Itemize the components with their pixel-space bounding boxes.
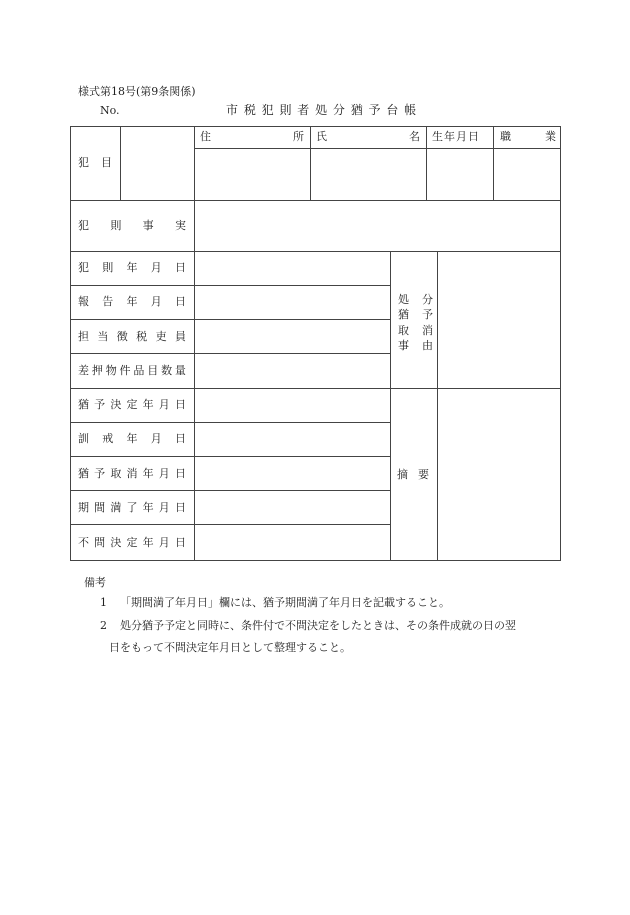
top-row-label-char: 吏 [155,329,167,343]
bottom-row-label-char: 日 [175,432,186,446]
bottom-row-label-char: 猶 [78,398,89,411]
bottom-row-label-char: 年 [142,466,154,480]
bottom-row-label-char: 年 [142,535,154,549]
remarks-label [397,469,429,481]
bottom-row-label-char: 月 [158,535,170,549]
note-1-text: 「期間満了年月日」欄には、猶予期間満了年月日を記載すること。 [120,596,450,609]
bottom-row-label-char: 定 [126,535,138,549]
top-row-label-char: 当 [97,329,109,343]
bottom-row-label-char: 年 [142,501,154,515]
bottom-row-label-char: 満 [110,501,122,515]
top-row-label-char: 量 [174,363,186,377]
ledger-title: 市 税 犯 則 者 処 分 猶 予 台 帳 [226,103,418,117]
side-right-char: 分 [422,293,433,306]
top-row-label-char: 告 [102,295,114,309]
bottom-row-label-char: 期 [78,501,89,515]
bottom-row-label-char: 取 [110,466,122,480]
bottom-row-label-char: 日 [174,535,186,549]
side-right-char: 由 [422,338,433,352]
bottom-row-label-char: 定 [126,398,138,411]
top-row-label-char: 年 [126,261,138,274]
top-row-label-char: 月 [150,295,162,309]
bottom-row-label-char: 了 [126,501,138,515]
remarks-label-char: 摘 [397,468,408,481]
top-row-label-char: 日 [175,295,186,309]
bottom-row-label-char: 月 [158,466,170,480]
top-row-label-char: 差 [78,363,89,377]
top-row-label-char: 年 [126,295,138,309]
facts-label-char: 実 [174,219,186,232]
bottom-row-label [78,399,186,411]
remarks-label-char: 要 [418,468,429,481]
top-row-label-char: 品 [133,363,145,377]
top-row-label-char: 目 [147,363,159,377]
side-block-top-left [398,294,409,352]
facts-label [78,220,186,232]
bottom-row-label-char: 日 [174,398,186,411]
bottom-row-label-char: 月 [158,501,170,515]
bottom-row-label-char: 訓 [78,432,89,446]
side-right-char: 消 [422,323,433,337]
bottom-row-label-char: 年 [142,398,154,411]
bottom-row-label-char: 決 [110,398,122,411]
note-2-text: 処分猶予予定と同時に、条件付で不問決定をしたときは、その条件成就の日の翌 [120,619,516,632]
top-row-label [78,331,186,343]
top-row-label-char: 税 [136,329,148,343]
bottom-row-label-char: 日 [174,466,186,480]
top-row-label-char: 報 [78,295,89,309]
top-row-label-char: 数 [161,363,173,377]
top-row-label-char: 員 [174,329,186,343]
bottom-row-label-char: 戒 [102,432,114,446]
top-row-label-char: 担 [78,329,89,343]
bottom-row-label-char: 予 [94,466,106,480]
side-right-char: 予 [422,308,433,322]
offender-label-char: 犯 [78,156,89,169]
top-row-label-char: 犯 [78,261,89,274]
bottom-row-label-char: 猶 [78,466,89,480]
top-row-label-char: 件 [119,363,131,377]
bottom-row-label-char: 消 [126,466,138,480]
side-left-char: 事 [398,338,409,352]
offender-label-char: 目 [101,156,112,169]
top-row-label-char: 押 [91,363,103,377]
bottom-row-label-char: 月 [158,398,170,411]
bottom-row-label [78,502,186,514]
top-row-label [78,262,186,274]
bottom-row-label [78,433,186,445]
bottom-row-label-char: 月 [150,432,162,446]
bottom-row-label-char: 日 [174,501,186,515]
no-label: No. [100,104,120,117]
top-row-label-char: 則 [102,261,114,274]
top-row-label [78,296,186,308]
form-number: 様式第18号(第9条関係) [78,85,196,98]
facts-label-char: 則 [110,219,122,232]
notes-heading: 備考 [84,576,106,589]
bottom-row-label-char: 問 [94,535,106,549]
bottom-row-label [78,537,186,549]
offender-label [78,157,112,169]
side-left-char: 処 [398,293,409,306]
top-row-label-char: 月 [150,261,162,274]
top-row-label-char: 日 [175,261,186,274]
bottom-row-label-char: 予 [94,398,106,411]
side-left-char: 猶 [398,308,409,322]
note-2-number: 2 [100,619,107,632]
top-row-label [78,365,186,377]
facts-label-char: 事 [142,219,154,232]
note-2-continuation: 日をもって不問決定年月日として整理すること。 [109,641,351,654]
top-row-label-char: 物 [105,363,117,377]
top-row-label-char: 徴 [116,329,128,343]
bottom-row-label-char: 間 [94,501,106,515]
side-left-char: 取 [398,323,409,337]
col-birth-header: 生年月日 [432,130,480,143]
side-block-top-right [422,294,433,352]
bottom-row-label-char: 不 [78,535,89,549]
facts-label-char: 犯 [78,219,89,232]
bottom-row-label-char: 年 [126,432,138,446]
bottom-row-label-char: 決 [110,535,122,549]
bottom-row-label [78,468,186,480]
note-1-number: 1 [100,596,107,609]
